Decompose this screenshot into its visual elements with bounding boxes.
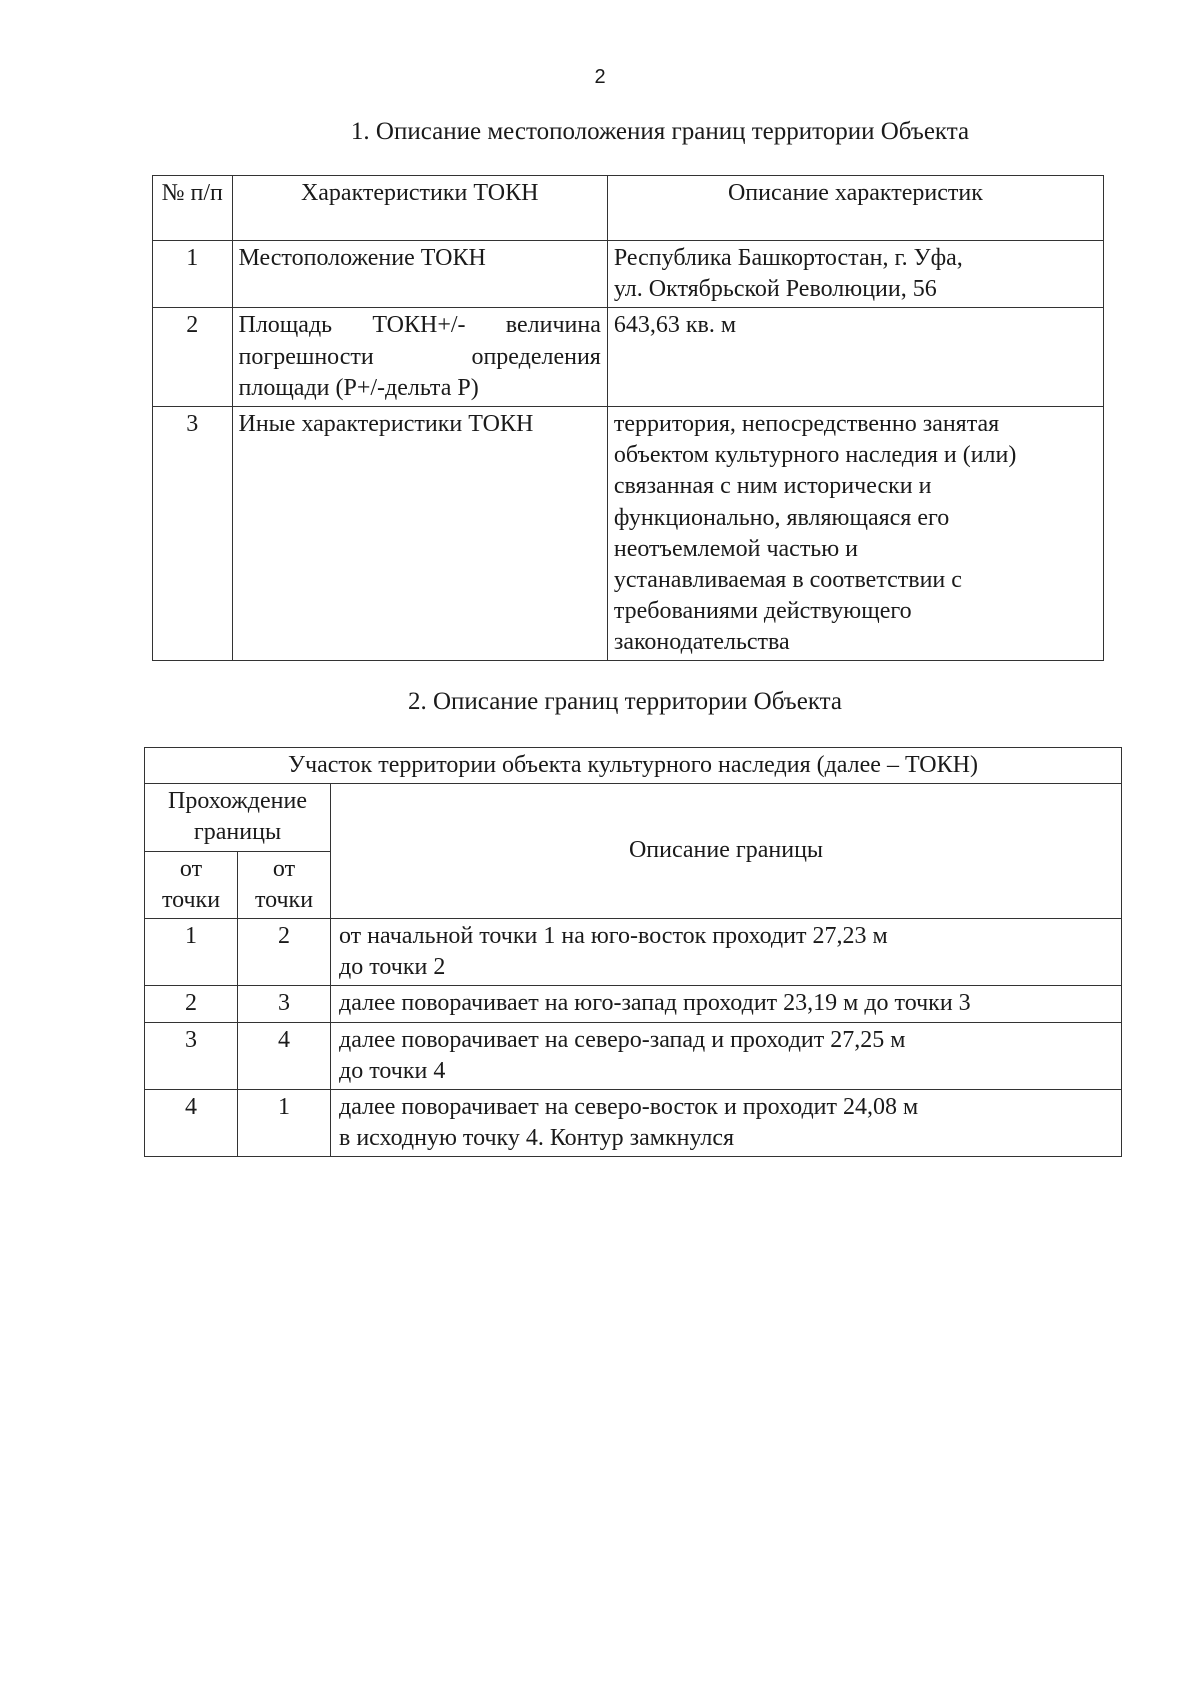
desc-line: функционально, являющаяся его xyxy=(613,504,950,531)
desc-line: до точки 2 xyxy=(339,954,446,981)
name-line: погрешности определения xyxy=(238,343,601,370)
table-row xyxy=(145,1022,1122,1089)
desc-line: законодательства xyxy=(613,629,790,656)
row-number: 2 xyxy=(153,308,233,407)
desc-line: ул. Октябрьской Революции, 56 xyxy=(613,276,937,303)
row-number: 3 xyxy=(153,406,233,661)
desc-line: далее поворачивает на северо-запад и проходит 27,25 м xyxy=(339,1026,906,1053)
row-desc xyxy=(607,406,1103,661)
desc-line: устанавливаемая в соответствии с xyxy=(613,566,962,593)
desc-line: требованиями действующего xyxy=(613,598,912,625)
boundary-desc xyxy=(331,986,1122,1022)
table-row xyxy=(153,241,1104,308)
from-point: 3 xyxy=(145,1022,238,1089)
row-name xyxy=(232,308,607,407)
table-row xyxy=(145,1089,1122,1156)
to-point: 4 xyxy=(238,1022,331,1089)
name-line: Площадь ТОКН+/- величина xyxy=(238,312,601,339)
desc-line: от начальной точки 1 на юго-восток проходит 27,23 м xyxy=(339,922,888,949)
location-table xyxy=(152,175,1104,661)
boundary-desc xyxy=(331,1022,1122,1089)
row-desc xyxy=(607,241,1103,308)
from-point: 2 xyxy=(145,986,238,1022)
boundary-desc xyxy=(331,918,1122,985)
desc-line: неотъемлемой частью и xyxy=(613,535,859,562)
table-title-row xyxy=(145,748,1122,784)
from-point: 1 xyxy=(145,918,238,985)
desc-line: далее поворачивает на юго-запад проходит 23,19 м до точки 3 xyxy=(339,990,971,1017)
row-number: 1 xyxy=(153,241,233,308)
section2-heading: 2. Описание границ территории Объекта xyxy=(408,688,842,715)
to-point: 3 xyxy=(238,986,331,1022)
to-point: 2 xyxy=(238,918,331,985)
name-line: площади (P+/-дельта P) xyxy=(238,374,479,401)
table-row xyxy=(145,986,1122,1022)
page-number: 2 xyxy=(594,66,606,88)
passage-header: Прохождение границы xyxy=(145,784,331,851)
desc-line: территория, непосредственно занятая xyxy=(613,410,1000,437)
table-row xyxy=(153,308,1104,407)
desc-line: до точки 4 xyxy=(339,1057,446,1084)
section1-heading: 1. Описание местоположения границ территории Объекта xyxy=(350,118,970,145)
desc-line: Республика Башкортостан, г. Уфа, xyxy=(613,245,963,271)
header-description: Описание характеристик xyxy=(607,176,1103,241)
table-header-row xyxy=(145,784,1122,851)
to-point: 1 xyxy=(238,1089,331,1156)
table-row xyxy=(153,406,1104,661)
header-characteristics: Характеристики ТОКН xyxy=(232,176,607,241)
desc-line: далее поворачивает на северо-восток и проходит 24,08 м xyxy=(339,1093,919,1120)
row-name: Местоположение ТОКН xyxy=(232,241,607,308)
to-point-header: от точки xyxy=(238,851,331,918)
table-row xyxy=(145,918,1122,985)
description-header: Описание границы xyxy=(331,784,1122,919)
boundary-table xyxy=(144,747,1122,1157)
from-point-header: от точки xyxy=(145,851,238,918)
from-point: 4 xyxy=(145,1089,238,1156)
desc-line: 643,63 кв. м xyxy=(613,312,737,339)
table-header-row xyxy=(153,176,1104,241)
table-title: Участок территории объекта культурного наследия (далее – ТОКН) xyxy=(145,748,1122,784)
boundary-desc xyxy=(331,1089,1122,1156)
row-name: Иные характеристики ТОКН xyxy=(232,406,607,661)
row-desc xyxy=(607,308,1103,407)
desc-line: объектом культурного наследия и (или) xyxy=(613,442,1017,469)
desc-line: связанная с ним исторически и xyxy=(613,473,932,500)
desc-line: в исходную точку 4. Контур замкнулся xyxy=(339,1125,735,1152)
header-number: № п/п xyxy=(153,176,233,241)
